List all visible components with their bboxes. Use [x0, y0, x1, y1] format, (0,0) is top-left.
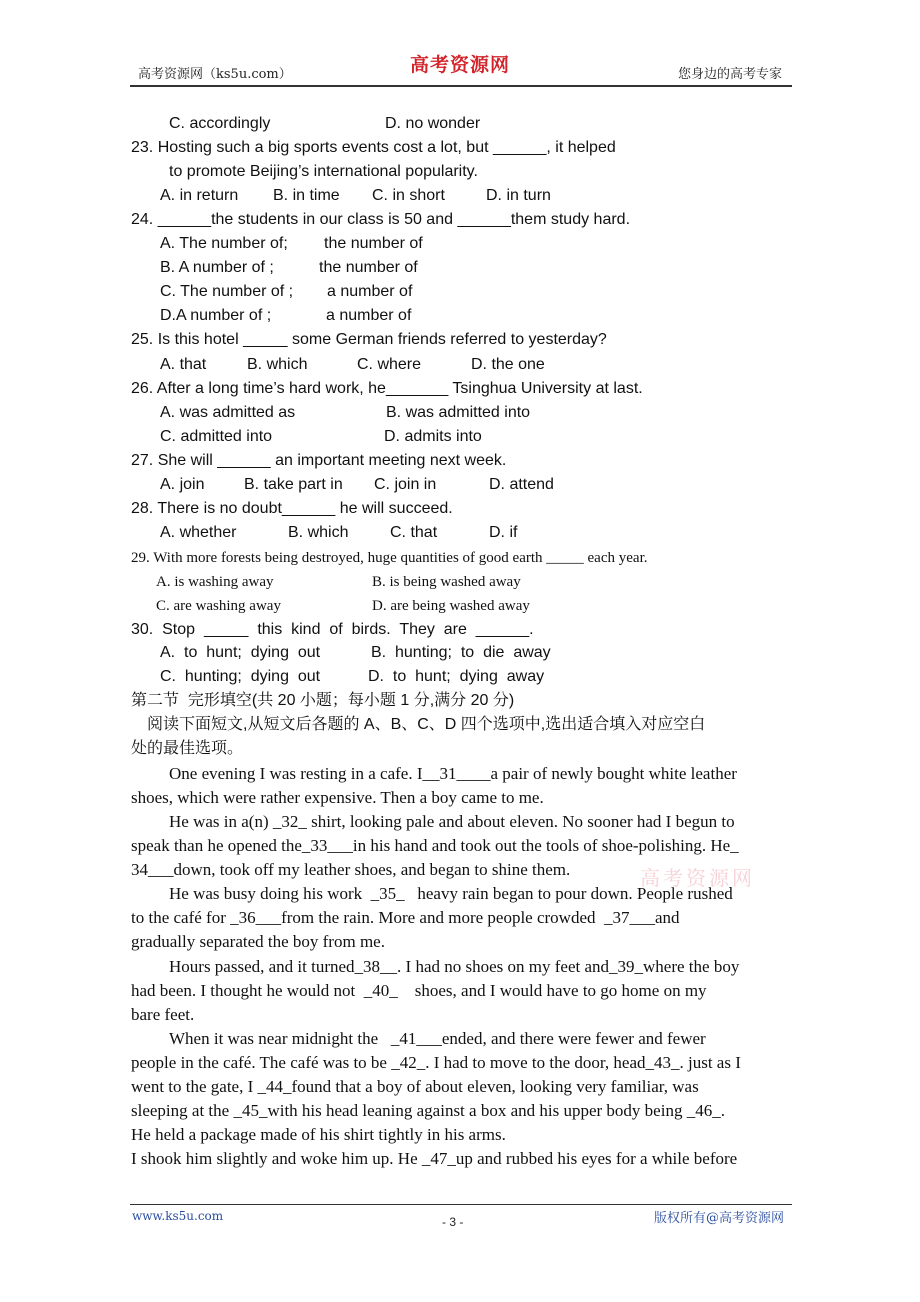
q25-option-a: A. that — [160, 356, 207, 373]
q27-option-d: D. attend — [489, 476, 554, 493]
passage-line: went to the gate, I _44_found that a boy of about eleven, looking very familiar, was — [131, 1077, 699, 1096]
q28-stem: 28. There is no doubt______ he will succeed. — [131, 500, 453, 517]
passage-line: had been. I thought he would not _40_ shoes, and I would have to go home on my — [131, 981, 707, 1000]
passage-line: shoes, which were rather expensive. Then a boy came to me. — [131, 788, 544, 807]
page-number: - 3 - — [442, 1215, 464, 1229]
section2-instructions-line1: 阅读下面短文,从短文后各题的 A、B、C、D 四个选项中,选出适合填入对应空白 — [147, 716, 706, 733]
passage-line: Hours passed, and it turned_38__. I had no shoes on my feet and_39_where the boy — [169, 957, 740, 976]
section2-title: 第二节 完形填空(共 20 小题；每小题 1 分,满分 20 分) — [131, 692, 515, 709]
q23-option-d: D. in turn — [486, 187, 551, 204]
header-site-name: 高考资源网（ks5u.com） — [138, 67, 292, 82]
q24-option-a-part2: the number of — [324, 235, 423, 252]
q22-option-d: D. no wonder — [385, 115, 481, 132]
q30-option-c: C. hunting; dying out — [160, 668, 321, 685]
q25-option-c: C. where — [357, 356, 422, 373]
header-slogan: 您身边的高考专家 — [677, 67, 782, 82]
q23-option-b: B. in time — [273, 187, 340, 204]
header-divider — [130, 85, 792, 87]
q23-stem-line2: to promote Beijing’s international popularity. — [169, 163, 478, 180]
watermark: 高考资源网 — [640, 866, 755, 890]
passage-line: He held a package made of his shirt tightly in his arms. — [131, 1125, 506, 1144]
q26-option-d: D. admits into — [384, 428, 482, 445]
q24-option-a-part1: A. The number of; — [160, 235, 288, 252]
q29-option-d: D. are being washed away — [372, 598, 530, 614]
q24-option-d-part2: a number of — [326, 307, 412, 324]
q29-option-a: A. is washing away — [156, 574, 274, 590]
passage-line: 34___down, took off my leather shoes, and began to shine them. — [131, 860, 571, 879]
footer-site-link[interactable]: www.ks5u.com — [132, 1209, 224, 1223]
q23-option-a: A. in return — [160, 187, 239, 204]
q23-option-c: C. in short — [372, 187, 445, 204]
q26-option-c: C. admitted into — [160, 428, 273, 445]
q29-option-c: C. are washing away — [156, 598, 281, 614]
q25-stem: 25. Is this hotel _____ some German friends referred to yesterday? — [131, 331, 607, 348]
passage-line: speak than he opened the_33___in his hand and took out the tools of shoe-polishing. He_ — [131, 836, 739, 855]
q28-option-a: A. whether — [160, 524, 237, 541]
q29-option-b: B. is being washed away — [372, 574, 521, 590]
header-logo: 高考资源网 — [410, 54, 511, 76]
passage-line: He was busy doing his work _35_ heavy rain began to pour down. People rushed — [169, 884, 733, 903]
q24-option-c-part2: a number of — [327, 283, 413, 300]
q28-option-d: D. if — [489, 524, 518, 541]
q23-stem-line1: 23. Hosting such a big sports events cost a lot, but ______, it helped — [131, 139, 616, 156]
footer-divider — [130, 1204, 792, 1205]
q30-option-a: A. to hunt; dying out — [160, 644, 321, 661]
passage-line: to the café for _36___from the rain. More and more people crowded _37___and — [131, 908, 680, 927]
passage-line: I shook him slightly and woke him up. He _47_up and rubbed his eyes for a while before — [131, 1149, 738, 1168]
passage-line: gradually separated the boy from me. — [131, 932, 385, 951]
q29-stem: 29. With more forests being destroyed, huge quantities of good earth _____ each year. — [131, 550, 648, 566]
q26-option-b: B. was admitted into — [386, 404, 531, 421]
q24-option-b-part2: the number of — [319, 259, 418, 276]
q30-option-d: D. to hunt; dying away — [368, 668, 545, 685]
passage-line: sleeping at the _45_with his head leaning against a box and his upper body being _46_. — [131, 1101, 725, 1120]
q22-option-c: C. accordingly — [169, 115, 271, 132]
q25-option-d: D. the one — [471, 356, 545, 373]
passage-line: One evening I was resting in a cafe. I__31____a pair of newly bought white leather — [169, 764, 737, 783]
passage-line: people in the café. The café was to be _42_. I had to move to the door, head_43_. just as I — [131, 1053, 741, 1072]
q28-option-b: B. which — [288, 524, 349, 541]
q24-option-b-part1: B. A number of ; — [160, 259, 274, 276]
q27-option-a: A. join — [160, 476, 205, 493]
q24-option-c-part1: C. The number of ; — [160, 283, 294, 300]
q24-option-d-part1: D.A number of ; — [160, 307, 272, 324]
q24-stem: 24. ______the students in our class is 50 and ______them study hard. — [131, 211, 631, 228]
q27-option-c: C. join in — [374, 476, 437, 493]
section2-instructions-line2: 处的最佳选项。 — [131, 740, 244, 757]
passage-line: When it was near midnight the _41___ended, and there were fewer and fewer — [169, 1029, 706, 1048]
q27-option-b: B. take part in — [244, 476, 343, 493]
q25-option-b: B. which — [247, 356, 308, 373]
q28-option-c: C. that — [390, 524, 438, 541]
passage-line: bare feet. — [131, 1005, 195, 1024]
page-header — [130, 56, 790, 86]
passage-line: He was in a(n) _32_ shirt, looking pale and about eleven. No sooner had I begun to — [169, 812, 735, 831]
q26-stem: 26. After a long time’s hard work, he_______ Tsinghua University at last. — [131, 380, 643, 397]
q30-stem: 30. Stop _____ this kind of birds. They are ______. — [131, 621, 534, 638]
q30-option-b: B. hunting; to die away — [371, 644, 551, 661]
q26-option-a: A. was admitted as — [160, 404, 296, 421]
footer-copyright: 版权所有@高考资源网 — [653, 1211, 784, 1226]
q27-stem: 27. She will ______ an important meeting next week. — [131, 452, 507, 469]
